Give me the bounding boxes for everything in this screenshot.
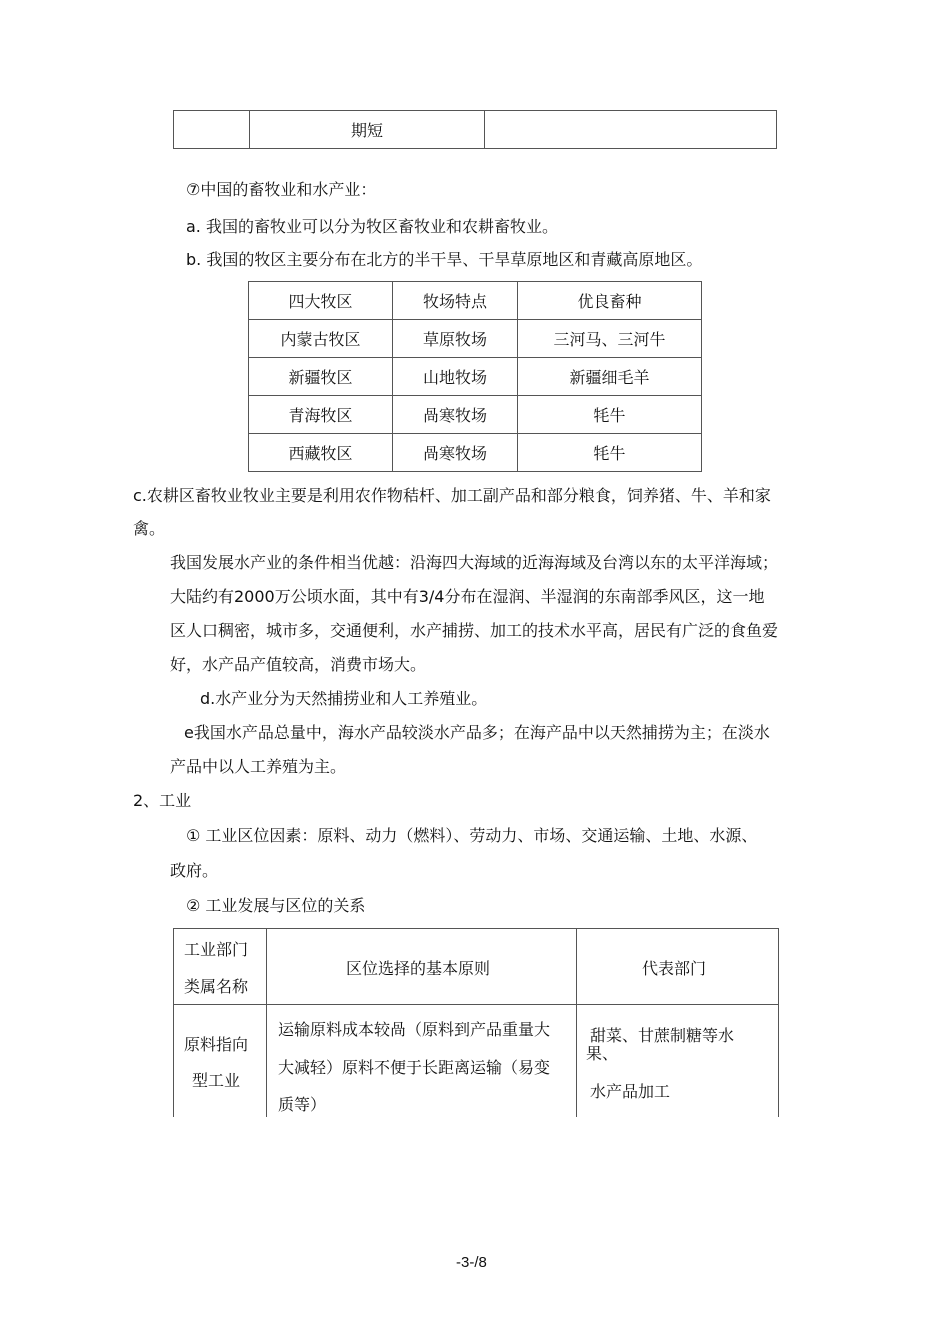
paragraph: 产品中以人工养殖为主。 (170, 757, 347, 776)
paragraph: ① 工业区位因素：原料、动力（燃料）、劳动力、市场、交通运输、土地、水源、 (186, 826, 758, 845)
paragraph: c.农耕区畜牧业牧业主要是利用农作物秸杆、加工副产品和部分粮食，饲养猪、牛、羊和家 (133, 486, 771, 505)
table-cell: 新疆牧区 (249, 358, 393, 396)
paragraph: 政府。 (170, 861, 219, 880)
paragraph: d.水产业分为天然捕捞业和人工养殖业。 (200, 689, 488, 708)
table-cell: 甜菜、甘蔗制糖等水 (590, 1026, 735, 1045)
table-row (249, 358, 702, 396)
table-cell: 运输原料成本较咼（原料到产品重量大 (278, 1020, 551, 1039)
table-row (174, 111, 777, 149)
table-row (249, 320, 702, 358)
paragraph: 大陆约有2000万公顷水面，其中有3/4分布在湿润、半湿润的东南部季风区，这一地 (170, 587, 765, 606)
column-header: 区位选择的基本原则 (346, 959, 491, 978)
page-number: -3-/8 (456, 1254, 487, 1271)
pasture-table (248, 281, 702, 472)
top-table (173, 110, 777, 149)
table-row (249, 434, 702, 472)
column-header: 类属名称 (184, 977, 249, 996)
table-cell (485, 111, 777, 149)
table-header-row (249, 282, 702, 320)
table-cell: 咼寒牧场 (393, 434, 518, 472)
column-header: 优良畜种 (518, 282, 702, 320)
table-divider (266, 929, 267, 1117)
column-header: 代表部门 (642, 959, 707, 978)
table-cell: 青海牧区 (249, 396, 393, 434)
table-cell: 三河马、三河牛 (518, 320, 702, 358)
table-cell: 牦牛 (518, 434, 702, 472)
section-heading: ⑦中国的畜牧业和水产业： (186, 180, 377, 199)
paragraph: 禽。 (133, 519, 166, 538)
table-cell (174, 111, 250, 149)
column-header: 四大牧区 (249, 282, 393, 320)
section-heading: 2、工业 (133, 791, 192, 810)
table-cell: 果、 (586, 1044, 619, 1063)
table-cell: 原料指向 (184, 1035, 249, 1054)
column-header: 工业部门 (184, 940, 249, 959)
table-cell: 牦牛 (518, 396, 702, 434)
paragraph: 好，水产品产值较高，消费市场大。 (170, 655, 427, 674)
table-cell: 草原牧场 (393, 320, 518, 358)
table-cell: 水产品加工 (590, 1082, 671, 1101)
table-cell: 内蒙古牧区 (249, 320, 393, 358)
table-cell: 西藏牧区 (249, 434, 393, 472)
paragraph: a. 我国的畜牧业可以分为牧区畜牧业和农耕畜牧业。 (186, 217, 558, 236)
column-header: 牧场特点 (393, 282, 518, 320)
table-row (249, 396, 702, 434)
paragraph: e我国水产品总量中，海水产品较淡水产品多；在海产品中以天然捕捞为主；在淡水 (184, 723, 770, 742)
paragraph: ② 工业发展与区位的关系 (186, 896, 366, 915)
table-divider (174, 1004, 778, 1005)
industry-table (173, 928, 779, 1117)
paragraph: b. 我国的牧区主要分布在北方的半干旱、干旱草原地区和青藏高原地区。 (186, 250, 703, 269)
table-divider (576, 929, 577, 1117)
table-cell: 山地牧场 (393, 358, 518, 396)
table-cell: 型工业 (192, 1071, 241, 1090)
table-cell: 质等） (278, 1095, 327, 1114)
paragraph: 区人口稠密，城市多，交通便利，水产捕捞、加工的技术水平高，居民有广泛的食鱼爱 (170, 621, 779, 640)
table-cell: 咼寒牧场 (393, 396, 518, 434)
table-cell: 大减轻）原料不便于长距离运输（易变 (278, 1058, 551, 1077)
paragraph: 我国发展水产业的条件相当优越：沿海四大海域的近海海域及台湾以东的太平洋海域； (170, 553, 779, 572)
table-cell: 新疆细毛羊 (518, 358, 702, 396)
table-cell: 期短 (250, 111, 485, 149)
